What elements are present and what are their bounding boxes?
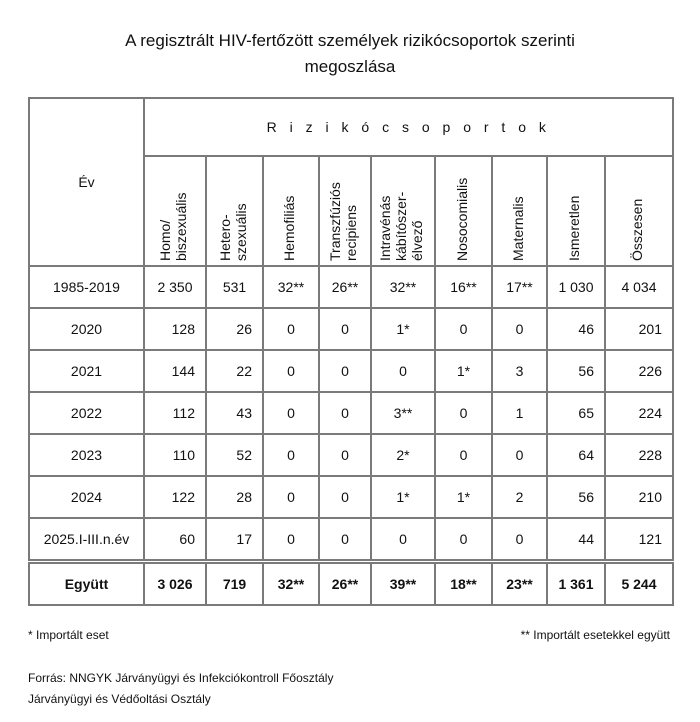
column-header	[371, 156, 435, 266]
column-header-line: szexuális	[232, 203, 249, 261]
value-cell: 1	[492, 392, 547, 434]
value-cell: 2*	[371, 434, 435, 476]
value-cell: 1*	[371, 476, 435, 518]
year-header: Év	[29, 98, 144, 266]
value-cell: 121	[605, 518, 673, 562]
footnote-imported: * Importált eset	[28, 628, 109, 642]
value-cell: 0	[263, 518, 319, 562]
total-value-cell: 1 361	[547, 562, 605, 606]
value-cell: 0	[263, 350, 319, 392]
value-cell: 112	[144, 392, 206, 434]
column-header	[492, 156, 547, 266]
page-title	[0, 28, 700, 80]
value-cell: 28	[206, 476, 263, 518]
value-cell: 0	[435, 434, 492, 476]
value-cell: 44	[547, 518, 605, 562]
total-label: Együtt	[29, 562, 144, 606]
column-header-line: Nosocomialis	[453, 177, 470, 261]
value-cell: 3**	[371, 392, 435, 434]
total-value-cell: 39**	[371, 562, 435, 606]
column-header-line: Intravénás	[377, 195, 393, 261]
column-header-line: Hemofiliás	[281, 195, 297, 261]
table-row	[29, 392, 673, 434]
value-cell: 0	[263, 434, 319, 476]
value-cell: 0	[371, 350, 435, 392]
value-cell: 210	[605, 476, 673, 518]
value-cell: 0	[319, 518, 371, 562]
value-cell: 26	[206, 308, 263, 350]
value-cell: 1*	[435, 350, 492, 392]
value-cell: 0	[319, 434, 371, 476]
value-cell: 0	[319, 392, 371, 434]
column-header-line: recipiens	[343, 204, 359, 261]
value-cell: 0	[435, 308, 492, 350]
value-cell: 122	[144, 476, 206, 518]
total-value-cell: 18**	[435, 562, 492, 606]
column-header-line: Hetero-	[216, 214, 233, 261]
value-cell: 56	[547, 350, 605, 392]
column-header	[547, 156, 605, 266]
value-cell: 128	[144, 308, 206, 350]
value-cell: 0	[435, 392, 492, 434]
value-cell: 0	[263, 392, 319, 434]
column-header	[605, 156, 673, 266]
column-header	[319, 156, 371, 266]
column-header-line: Ismeretlen	[566, 195, 582, 261]
column-header-line: Maternalis	[509, 196, 526, 261]
value-cell: 56	[547, 476, 605, 518]
column-header-line: Összesen	[629, 198, 645, 261]
table-row	[29, 308, 673, 350]
total-value-cell: 3 026	[144, 562, 206, 606]
value-cell: 32**	[263, 266, 319, 308]
total-row	[29, 562, 673, 606]
value-cell: 52	[206, 434, 263, 476]
value-cell: 224	[605, 392, 673, 434]
title-line-2: megoszlása	[304, 57, 396, 76]
value-cell: 43	[206, 392, 263, 434]
column-header	[206, 156, 263, 266]
column-header	[263, 156, 319, 266]
value-cell: 201	[605, 308, 673, 350]
column-header-line: biszexuális	[173, 192, 189, 261]
value-cell: 0	[435, 518, 492, 562]
table-row	[29, 476, 673, 518]
year-cell: 2023	[29, 434, 144, 476]
value-cell: 1 030	[547, 266, 605, 308]
value-cell: 64	[547, 434, 605, 476]
value-cell: 1*	[435, 476, 492, 518]
total-value-cell: 32**	[263, 562, 319, 606]
total-value-cell: 5 244	[605, 562, 673, 606]
value-cell: 531	[206, 266, 263, 308]
value-cell: 4 034	[605, 266, 673, 308]
value-cell: 26**	[319, 266, 371, 308]
value-cell: 0	[319, 476, 371, 518]
source-line-2: Járványügyi és Védőoltási Osztály	[28, 692, 211, 706]
column-header-line: Homo/	[157, 219, 173, 261]
column-header-line: kábítószer-	[393, 191, 409, 261]
table-row	[29, 434, 673, 476]
column-header	[144, 156, 206, 266]
year-cell: 2021	[29, 350, 144, 392]
year-cell: 2022	[29, 392, 144, 434]
value-cell: 2 350	[144, 266, 206, 308]
value-cell: 60	[144, 518, 206, 562]
value-cell: 16**	[435, 266, 492, 308]
risk-group-table	[28, 97, 674, 606]
value-cell: 0	[492, 434, 547, 476]
value-cell: 228	[605, 434, 673, 476]
value-cell: 0	[319, 350, 371, 392]
value-cell: 0	[263, 308, 319, 350]
table-row	[29, 350, 673, 392]
value-cell: 17	[206, 518, 263, 562]
total-value-cell: 719	[206, 562, 263, 606]
year-cell: 1985-2019	[29, 266, 144, 308]
column-header-line: élvező	[409, 220, 425, 261]
value-cell: 0	[371, 518, 435, 562]
column-header	[435, 156, 492, 266]
year-cell: 2025.I-III.n.év	[29, 518, 144, 562]
value-cell: 144	[144, 350, 206, 392]
value-cell: 22	[206, 350, 263, 392]
table-row	[29, 266, 673, 308]
value-cell: 46	[547, 308, 605, 350]
source-line-1: Forrás: NNGYK Járványügyi és Infekciókontroll Főosztály	[28, 671, 334, 685]
value-cell: 32**	[371, 266, 435, 308]
title-line-1: A regisztrált HIV-fertőzött személyek rizikócsoportok szerinti	[125, 31, 575, 50]
footnote-imported-included: ** Importált esetekkel együtt	[520, 628, 670, 642]
value-cell: 17**	[492, 266, 547, 308]
value-cell: 0	[319, 308, 371, 350]
year-cell: 2024	[29, 476, 144, 518]
risk-group-header: R i z i k ó c s o p o r t o k	[144, 98, 673, 156]
total-value-cell: 26**	[319, 562, 371, 606]
value-cell: 1*	[371, 308, 435, 350]
value-cell: 226	[605, 350, 673, 392]
value-cell: 3	[492, 350, 547, 392]
value-cell: 0	[492, 518, 547, 562]
value-cell: 0	[263, 476, 319, 518]
value-cell: 110	[144, 434, 206, 476]
value-cell: 65	[547, 392, 605, 434]
year-cell: 2020	[29, 308, 144, 350]
column-header-line: Transzfúziós	[327, 182, 343, 261]
table-row	[29, 518, 673, 562]
value-cell: 2	[492, 476, 547, 518]
total-value-cell: 23**	[492, 562, 547, 606]
value-cell: 0	[492, 308, 547, 350]
